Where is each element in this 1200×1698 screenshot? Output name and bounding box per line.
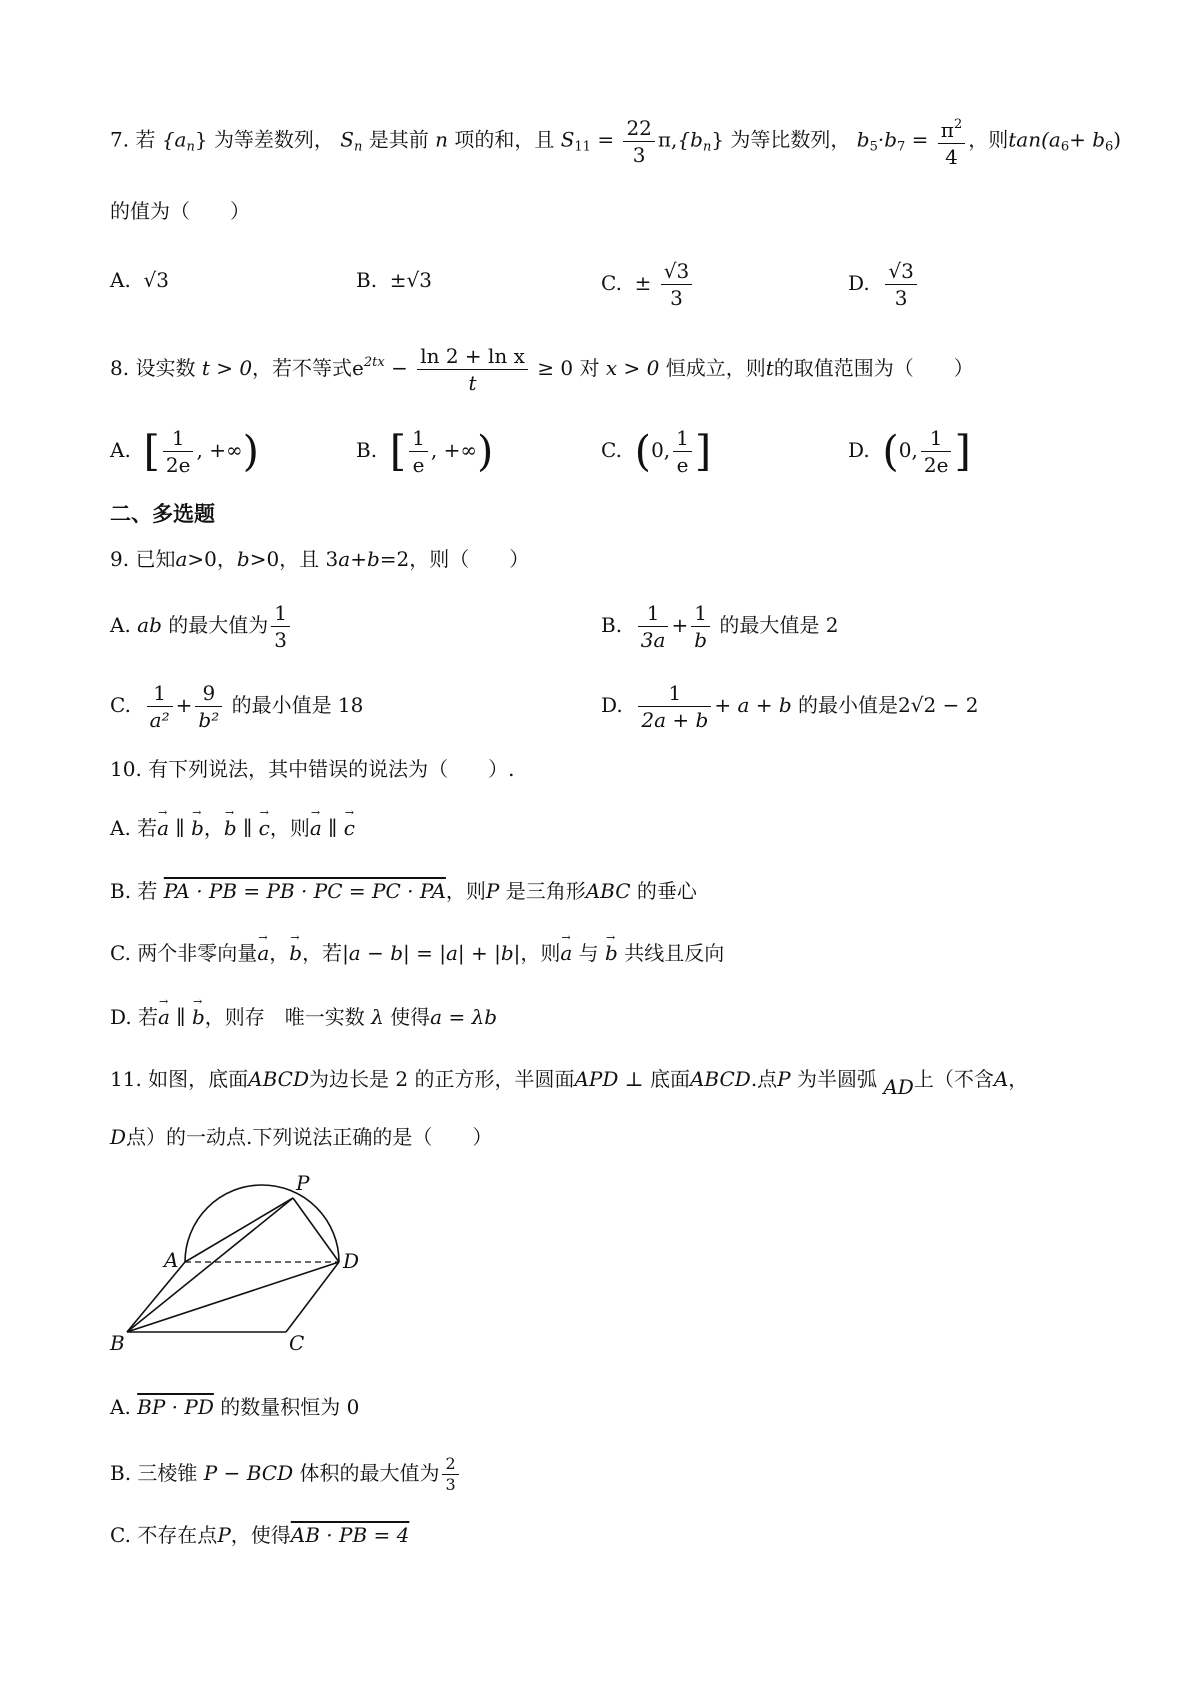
math: P − BCD — [203, 1461, 294, 1485]
option-label: B. — [356, 438, 378, 462]
numerator: 1 — [673, 425, 692, 452]
math: tan(a — [1008, 127, 1061, 152]
math-sub: 5 — [869, 139, 878, 155]
denominator: e — [676, 453, 689, 477]
text: 上（不含 — [913, 1067, 994, 1091]
q11-option-c[interactable] — [110, 1520, 409, 1550]
math: P — [777, 1067, 791, 1091]
text: 体积的最大值为 — [299, 1461, 440, 1485]
vector: → a — [310, 813, 322, 843]
fraction — [163, 425, 194, 478]
numerator: 22 — [623, 115, 654, 142]
math-sub: 7 — [897, 139, 906, 155]
q8-option-a[interactable] — [110, 425, 259, 478]
option-text: 的最小值是 — [798, 693, 899, 717]
q8-option-d[interactable] — [848, 425, 971, 478]
question-number: 8. — [110, 356, 130, 380]
math: x > 0 — [605, 356, 660, 380]
numerator: 2 — [442, 1454, 458, 1475]
text: ，若 — [302, 941, 343, 965]
q9-option-a[interactable] — [110, 600, 293, 653]
math: S — [560, 127, 575, 152]
math: ≥ 0 — [537, 356, 574, 380]
denominator: 3 — [670, 286, 683, 310]
option-label: D. — [848, 271, 870, 295]
math: b — [366, 547, 380, 571]
vector: → a — [157, 813, 169, 843]
denominator: a² — [149, 708, 170, 732]
q9-option-d[interactable] — [601, 680, 978, 733]
vector: → a — [257, 938, 269, 968]
q10-option-d[interactable] — [110, 1002, 497, 1032]
fraction — [195, 680, 222, 733]
question-number: 7. — [110, 127, 130, 152]
math: e — [352, 356, 364, 380]
numerator — [938, 112, 965, 144]
math: λ — [371, 1005, 384, 1029]
q8-option-c[interactable] — [601, 425, 711, 478]
math: − — [391, 356, 408, 380]
option-label: A. — [110, 268, 131, 292]
geometry-figure — [100, 1160, 400, 1360]
denominator: 4 — [945, 145, 958, 169]
option-value: ± — [634, 271, 652, 295]
math: = — [911, 127, 929, 152]
numerator: 1 — [921, 425, 952, 452]
math: P — [217, 1523, 231, 1547]
text: ，则存 唯一实数 — [204, 1005, 365, 1029]
q10-option-c[interactable] — [110, 938, 724, 968]
math: ABCD — [689, 1067, 751, 1091]
fraction — [147, 680, 173, 733]
text: 已知 — [135, 547, 176, 571]
option-label: A. — [110, 438, 131, 462]
math-sub: 6 — [1105, 139, 1114, 155]
text: 的取值范围为（ ） — [773, 356, 974, 380]
text: 为半圆弧 — [797, 1067, 877, 1091]
math: ·b — [877, 127, 898, 152]
math: ab — [137, 613, 162, 637]
option-label: D. — [110, 1005, 132, 1029]
text: ， — [203, 816, 224, 840]
fraction — [673, 425, 692, 478]
denominator: 3a — [640, 628, 666, 652]
math: n — [435, 127, 448, 152]
text: 的垂心 — [636, 879, 697, 903]
text: 设实数 — [135, 356, 196, 380]
math-sup: 2tx — [363, 355, 385, 370]
option-label: C. — [110, 693, 131, 717]
fraction — [885, 258, 916, 311]
fraction — [638, 600, 669, 653]
text: 对 — [579, 356, 600, 380]
math: D — [110, 1125, 127, 1149]
math: = — [597, 127, 615, 152]
option-value: ±√3 — [389, 268, 433, 292]
option-label: A. — [110, 816, 131, 840]
text: ， — [1008, 1067, 1029, 1091]
numerator: 9 — [195, 680, 222, 707]
numerator: 1 — [271, 600, 290, 627]
option-label: C. — [110, 941, 131, 965]
math: } — [194, 127, 208, 152]
math-sub: 6 — [1060, 139, 1070, 155]
q8-option-b[interactable] — [356, 425, 493, 478]
math: + — [175, 693, 193, 717]
text: >0， — [187, 547, 237, 571]
math: APD ⊥ — [574, 1067, 644, 1091]
math-sup: 2 — [953, 117, 963, 132]
option-text: 的最大值为 — [168, 613, 269, 637]
vector-expression: PA · PB = PB · PC = PC · PA — [163, 879, 446, 903]
text: 为等差数列， — [213, 127, 334, 152]
math: ABCD — [248, 1067, 310, 1091]
vector: → b — [289, 938, 302, 968]
option-label: C. — [601, 438, 622, 462]
text: 为等比数列， — [730, 127, 851, 152]
text: 底面 — [649, 1067, 690, 1091]
text: =2，则（ ） — [379, 547, 530, 571]
text: 不存在点 — [137, 1523, 218, 1547]
text: 共线且反向 — [624, 941, 725, 965]
text: 有下列说法，其中错误的说法为（ ）. — [148, 757, 515, 781]
question-11-line1 — [110, 1064, 1029, 1099]
numerator: 1 — [691, 600, 710, 627]
text: 若 — [138, 1005, 159, 1029]
text: ，使得 — [230, 1523, 291, 1547]
math-sub: n — [186, 139, 195, 155]
question-7-line2: 的值为（ ） — [110, 199, 250, 223]
q9-option-b[interactable] — [601, 600, 838, 653]
denominator: 3 — [274, 628, 287, 652]
text: 恒成立，则 — [665, 356, 766, 380]
question-number: 11. — [110, 1067, 142, 1091]
denominator: 2e — [165, 453, 191, 477]
bracket: [ — [143, 426, 160, 476]
vector: → b — [192, 1002, 205, 1032]
denominator: b — [694, 628, 708, 652]
math-sub: 11 — [574, 139, 591, 155]
question-10-line — [110, 754, 515, 784]
fraction — [417, 343, 528, 396]
math: 2√2 − 2 — [898, 693, 979, 717]
option-label: D. — [601, 693, 623, 717]
label-a: A — [164, 1248, 179, 1272]
denominator: 3 — [445, 1475, 456, 1494]
fraction — [661, 258, 692, 311]
math: π — [940, 118, 954, 142]
numerator: 1 — [163, 425, 194, 452]
text: >0，且 3 — [249, 547, 339, 571]
text: ， — [269, 941, 290, 965]
option-label: D. — [848, 438, 870, 462]
text: 项的和，且 — [454, 127, 555, 152]
math: + a + b — [714, 693, 792, 717]
text: 使得 — [390, 1005, 431, 1029]
edge-bp — [127, 1198, 293, 1332]
vector: → b — [224, 813, 237, 843]
option-label: B. — [356, 268, 378, 292]
denominator: t — [468, 371, 477, 395]
math: + — [671, 613, 689, 637]
bracket: ] — [694, 426, 712, 476]
math: t — [765, 356, 774, 380]
option-label: B. — [110, 1461, 132, 1485]
math: a — [338, 547, 351, 571]
option-label: B. — [601, 613, 623, 637]
numerator: 1 — [147, 680, 173, 707]
q11-option-a[interactable] — [110, 1392, 359, 1422]
text: .点 — [750, 1067, 778, 1091]
numerator: √3 — [885, 258, 916, 285]
question-8-line — [110, 343, 974, 396]
text: 是三角形 — [505, 879, 586, 903]
q7-option-a[interactable] — [110, 265, 169, 295]
text: 与 — [578, 941, 599, 965]
label-p: P — [296, 1171, 310, 1195]
q10-option-b[interactable] — [110, 876, 697, 906]
option-text: 的最大值是 2 — [719, 613, 839, 637]
option-value: 0, — [898, 438, 918, 462]
q10-option-a[interactable] — [110, 813, 355, 843]
math-arc: AD — [883, 1075, 914, 1099]
text: ，若不等式 — [252, 356, 353, 380]
option-text: 的最小值是 18 — [231, 693, 364, 717]
numerator: ln 2 + ln x — [417, 343, 528, 370]
text: ，则 — [520, 941, 561, 965]
question-7-line1 — [110, 112, 1121, 170]
math-sub: n — [354, 139, 363, 155]
vector: → b — [605, 938, 618, 968]
math: ) — [1113, 127, 1122, 152]
math: ∥ — [175, 816, 185, 840]
vector-expression: AB · PB = 4 — [290, 1523, 410, 1547]
option-label: C. — [110, 1523, 131, 1547]
question-number: 10. — [110, 757, 142, 781]
math: A — [993, 1067, 1009, 1091]
fraction — [638, 680, 711, 733]
denominator: 3 — [632, 142, 646, 167]
fraction — [938, 112, 965, 170]
math: S — [340, 127, 354, 152]
vector: → c — [344, 813, 355, 843]
math: ∥ — [176, 1005, 186, 1029]
q7-option-c[interactable] — [601, 258, 695, 311]
vector: → a — [158, 1002, 170, 1032]
vector-expression: BP · PD — [137, 1395, 214, 1419]
question-9-line — [110, 544, 529, 574]
math: } — [711, 127, 725, 152]
question-11-line2 — [110, 1122, 492, 1152]
math: ∥ — [243, 816, 253, 840]
math: |a − b| = |a| + |b| — [342, 941, 521, 965]
text: 点）的一动点.下列说法正确的是（ ） — [126, 1125, 493, 1149]
edge-cd — [286, 1262, 339, 1332]
numerator: 1 — [638, 600, 669, 627]
edge-ap — [185, 1198, 293, 1262]
option-text: 的数量积恒为 0 — [220, 1395, 360, 1419]
math: ABC — [585, 879, 631, 903]
bracket: [ — [389, 426, 407, 476]
text: 若 — [137, 816, 158, 840]
label-d: D — [343, 1249, 360, 1273]
fraction — [409, 425, 428, 478]
denominator: 3 — [894, 286, 908, 310]
text: 是其前 — [368, 127, 429, 152]
option-value: √3 — [143, 268, 169, 292]
math: t > 0 — [201, 356, 253, 380]
math: b — [236, 547, 250, 571]
bracket: ( — [882, 426, 899, 476]
math: π, — [657, 127, 678, 152]
math: b — [856, 127, 870, 152]
bracket: ) — [477, 426, 494, 476]
option-label: A. — [110, 613, 131, 637]
label-b: B — [110, 1331, 125, 1355]
edge-bd — [127, 1262, 339, 1332]
text: 三棱锥 — [137, 1461, 198, 1485]
math: ∥ — [328, 816, 338, 840]
math: {a — [161, 127, 187, 152]
text: ，则 — [445, 879, 486, 903]
vector: → a — [560, 938, 572, 968]
denominator: 2e — [923, 453, 949, 477]
math: a = λb — [430, 1005, 498, 1029]
option-label: B. — [110, 879, 132, 903]
text: + — [350, 547, 367, 571]
option-label: A. — [110, 1395, 131, 1419]
q11-option-b[interactable] — [110, 1454, 462, 1495]
option-label: C. — [601, 271, 622, 295]
text: 若 — [137, 879, 158, 903]
q7-option-b[interactable] — [356, 265, 432, 295]
math: + b — [1069, 127, 1106, 152]
label-c: C — [289, 1331, 305, 1355]
vector: → c — [259, 813, 270, 843]
numerator: 1 — [409, 425, 428, 452]
fraction — [623, 115, 654, 168]
option-value: 0, — [651, 438, 671, 462]
fraction — [442, 1454, 458, 1495]
numerator: 1 — [638, 680, 711, 707]
numerator: √3 — [661, 258, 692, 285]
text: ，则 — [968, 127, 1009, 152]
math: {b — [677, 127, 703, 152]
math-sub: n — [702, 139, 712, 155]
bracket: ) — [242, 426, 260, 476]
vector: → b — [191, 813, 204, 843]
edge-ab — [127, 1262, 185, 1332]
text: 若 — [135, 127, 156, 152]
q9-option-c[interactable] — [110, 680, 363, 733]
q7-option-d[interactable] — [848, 258, 920, 311]
denominator: 2a + b — [641, 708, 709, 732]
question-number: 9. — [110, 547, 130, 571]
text: 如图，底面 — [148, 1067, 249, 1091]
denominator: b² — [198, 708, 220, 732]
fraction — [921, 425, 952, 478]
option-value: , +∞ — [196, 438, 243, 462]
bracket: ( — [634, 426, 652, 476]
text: ，则 — [269, 816, 310, 840]
section-heading: 二、多选题 — [110, 502, 215, 526]
option-value: , +∞ — [430, 438, 478, 462]
text: 两个非零向量 — [137, 941, 258, 965]
math: P — [485, 879, 500, 903]
text: 为边长是 2 的正方形，半圆面 — [309, 1067, 575, 1091]
fraction — [271, 600, 290, 653]
bracket: ] — [954, 426, 971, 476]
denominator: e — [412, 453, 425, 477]
math: a — [175, 547, 188, 571]
fraction — [691, 600, 710, 653]
